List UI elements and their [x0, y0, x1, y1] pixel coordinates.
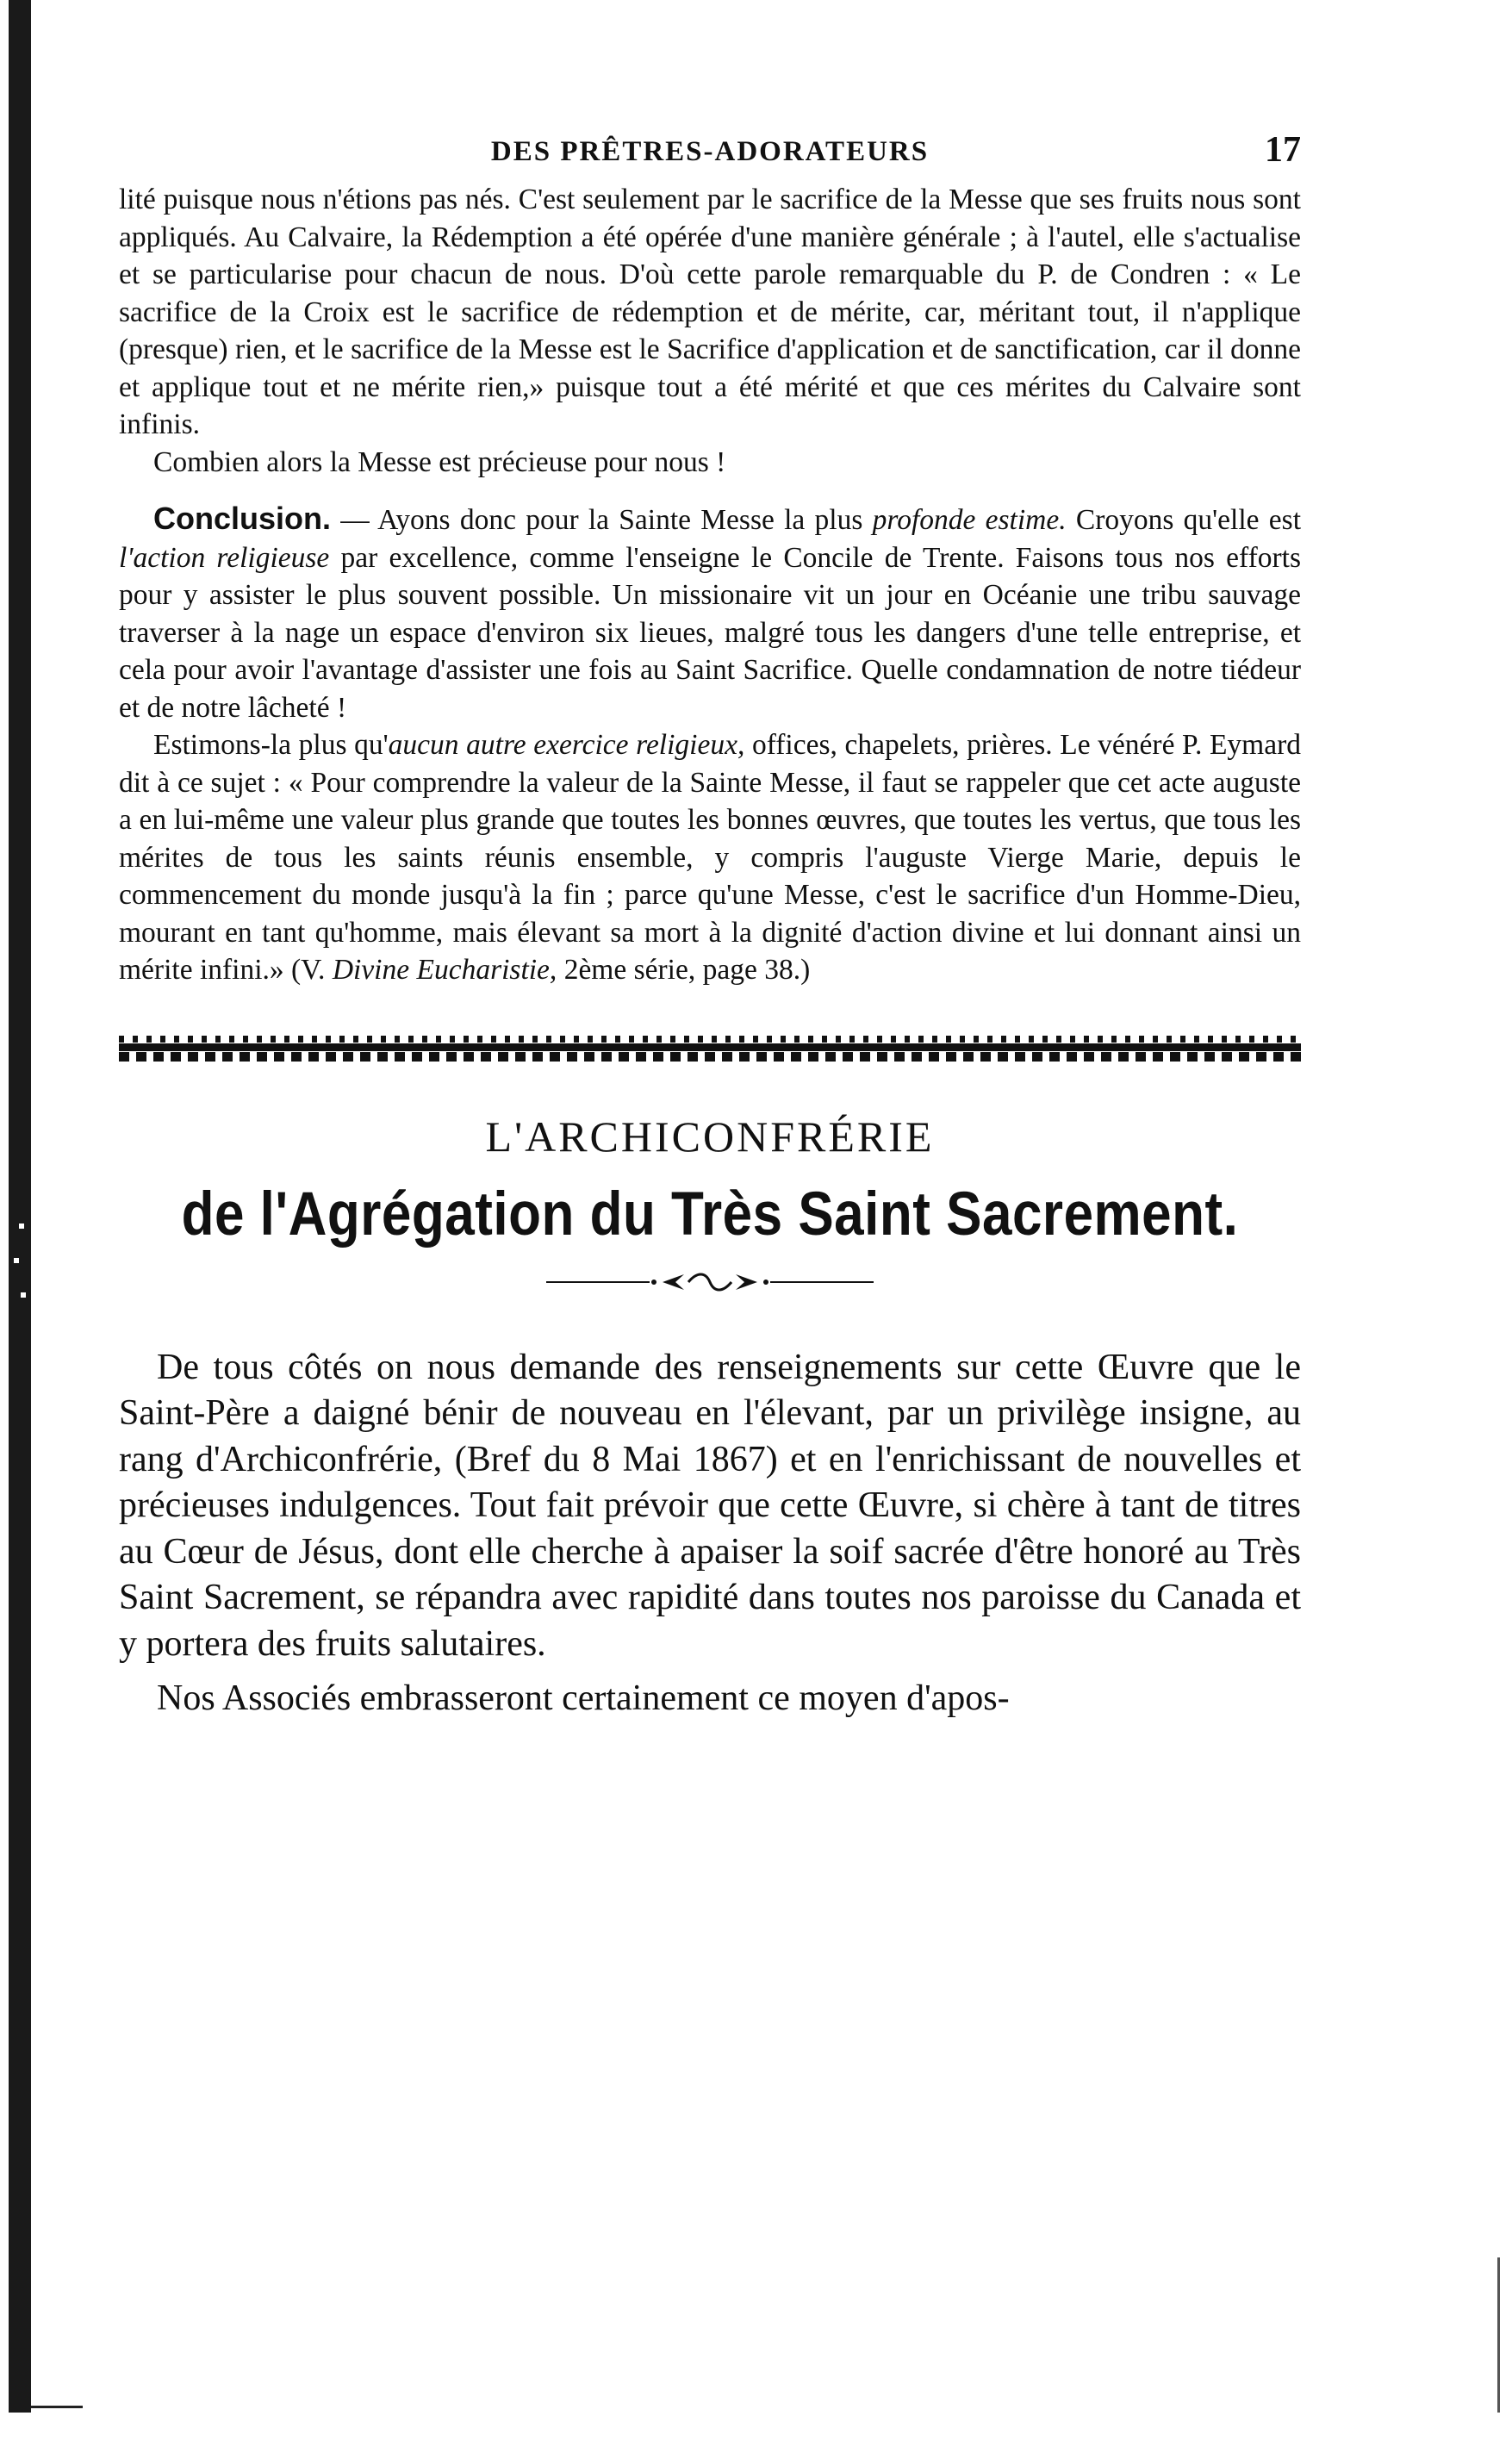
paragraph-sacrifice: lité puisque nous n'étions pas nés. C'est seulement par le sacrifice de la Messe que ses fruits nous sont appliqués. Au Calvaire, la Rédemption a été opérée d'une manière générale ; à l'autel, elle s'actualise et se particularise pour chacun de nous. D'où cette parole remarquable du P. de Condren : « Le sacrifice de la Croix est le sacrifice de rédemption et de mérite, car, méritant tout, il n'applique (presque) rien, et le sacrifice de la Messe est le Sacrifice d'application et de sanctification, car il donne et applique tout et ne mérite rien,» puisque tout a été mérité et que ces mérites du Calvaire sont infinis. [119, 184, 1301, 440]
estimons-emphasis-1: aucun autre exercice religieux, [388, 729, 745, 761]
paragraph-estimons [119, 726, 1301, 989]
conclusion-text-3: par excellence, comme l'enseigne le Concile de Trente. Faisons tous nos efforts pour y assister le plus souvent possible. Un missionaire vit un jour en Océanie une tribu sauvage traverser à la nage un espace d'environ six lieues, malgré tous les dangers d'une telle entreprise, et cela pour avoir l'avantage d'assister une fois au Saint Sacrifice. Quelle condamnation de notre tiédeur et de notre lâcheté ! [119, 541, 1301, 724]
conclusion-text-1: — Ayons donc pour la Sainte Messe la plus [331, 504, 873, 536]
estimons-text-1: Estimons-la plus qu' [153, 729, 389, 761]
section-kicker: L'ARCHICONFRÉRIE [485, 1111, 935, 1161]
page-content [119, 129, 1301, 1722]
conclusion-emphasis-1: profonde estime. [872, 504, 1067, 536]
fleuron-divider-icon [546, 1269, 874, 1295]
binding-speck [19, 1224, 24, 1229]
binding-speck [14, 1258, 19, 1263]
paragraph-combien: Combien alors la Messe est précieuse pour nous ! [153, 445, 726, 478]
estimons-text-2: offices, chapelets, prières. Le vénéré P. Eymard dit à ce sujet : « Pour comprendre la valeur de la Sainte Messe, il faut se rappeler que cet acte auguste a en lui-même une valeur plus grande que toutes les bonnes œuvres, que toutes les vertus, que tous les mérites de tous les saints réunis ensemble, y compris l'auguste Vierge Marie, depuis le commencement du monde jusqu'à la fin ; parce qu'une Messe, c'est le sacrifice d'un Homme-Dieu, mourant en tant qu'homme, mais élevant sa mort à la dignité d'action divine et lui donnant ainsi un mérite infini.» (V. [119, 729, 1301, 986]
page-number: 17 [1265, 130, 1301, 170]
page-binding-edge [9, 0, 31, 2413]
estimons-emphasis-2: Divine Eucharistie, [332, 954, 557, 986]
right-margin-mark [1497, 2257, 1500, 2413]
binding-speck [21, 1292, 26, 1298]
running-head [119, 129, 1301, 181]
estimons-text-3: 2ème série, page 38.) [557, 954, 811, 986]
binding-foot-line [31, 2406, 83, 2408]
running-title: DES PRÊTRES-ADORATEURS [490, 136, 930, 167]
paragraph-conclusion [119, 500, 1301, 726]
section-title: de l'Agrégation du Très Saint Sacrement. [181, 1180, 1239, 1248]
paragraph-archiconfrerie: De tous côtés on nous demande des renseignements sur cette Œuvre que le Saint-Père a daigné bénir de nouveau en l'élevant, par un privilège insigne, au rang d'Archiconfrérie, (Bref du 8 Mai 1867) et en l'enrichissant de nouvelles et précieuses indulgences. Tout fait prévoir que cette Œuvre, si chère à tant de titres au Cœur de Jésus, dont elle cherche à apaiser la soif sacrée d'être honoré au Très Saint Sacrement, se répandra avec rapidité dans toutes nos paroisse du Canada et y portera des fruits salutaires. [119, 1347, 1301, 1664]
conclusion-text-2: Croyons qu'elle est [1066, 504, 1301, 536]
double-ornamental-rule [119, 1036, 1301, 1065]
conclusion-heading: Conclusion. [153, 501, 331, 536]
paragraph-associes: Nos Associés embrasseront certainement ce moyen d'apos- [157, 1678, 1010, 1718]
conclusion-emphasis-2: l'action religieuse [119, 541, 330, 574]
